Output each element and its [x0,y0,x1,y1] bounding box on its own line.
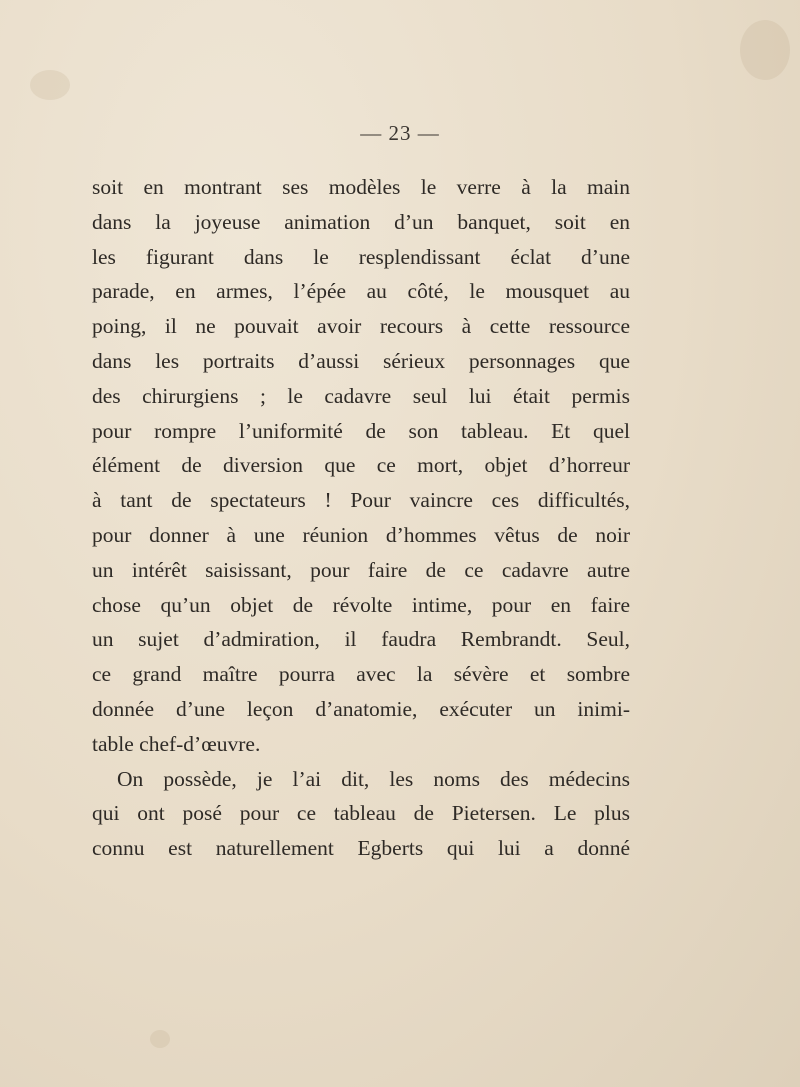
text-line: table chef-d’œuvre. [92,731,261,756]
paper-stain [740,20,790,80]
text-line: dans les portraits d’aussi sérieux personnages que [92,348,630,373]
text-line: des chirurgiens ; le cadavre seul lui était permis [92,383,630,408]
text-line: un intérêt saisissant, pour faire de ce cadavre autre [92,557,630,582]
text-line: ce grand maître pourra avec la sévère et sombre [92,662,630,687]
text-line: On possède, je l’ai dit, les noms des médecins [117,766,630,791]
text-line: soit en montrant ses modèles le verre à la main [92,175,630,199]
text-line: les figurant dans le resplendissant éclat d’une [92,244,630,269]
body-text [92,170,630,866]
paper-stain [30,70,70,100]
text-line: connu est naturellement Egberts qui lui a donné [92,836,630,861]
text-line: poing, il ne pouvait avoir recours à cette ressource [92,314,630,339]
text-line: pour rompre l’uniformité de son tableau. Et quel [92,418,630,443]
text-line: à tant de spectateurs ! Pour vaincre ces difficultés, [92,488,630,513]
text-line: un sujet d’admiration, il faudra Rembrandt. Seul, [92,627,630,652]
text-line: chose qu’un objet de révolte intime, pour en faire [92,592,630,617]
text-line: donnée d’une leçon d’anatomie, exécuter un inimi- [92,696,630,721]
text-line: dans la joyeuse animation d’un banquet, soit en [92,209,630,234]
page-number: — 23 — [360,121,440,145]
text-line: élément de diversion que ce mort, objet d’horreur [92,453,630,478]
text-line: qui ont posé pour ce tableau de Pietersen. Le plus [92,801,630,826]
paper-stain [150,1030,170,1048]
text-line: pour donner à une réunion d’hommes vêtus de noir [92,522,630,547]
text-line: parade, en armes, l’épée au côté, le mousquet au [92,279,630,304]
